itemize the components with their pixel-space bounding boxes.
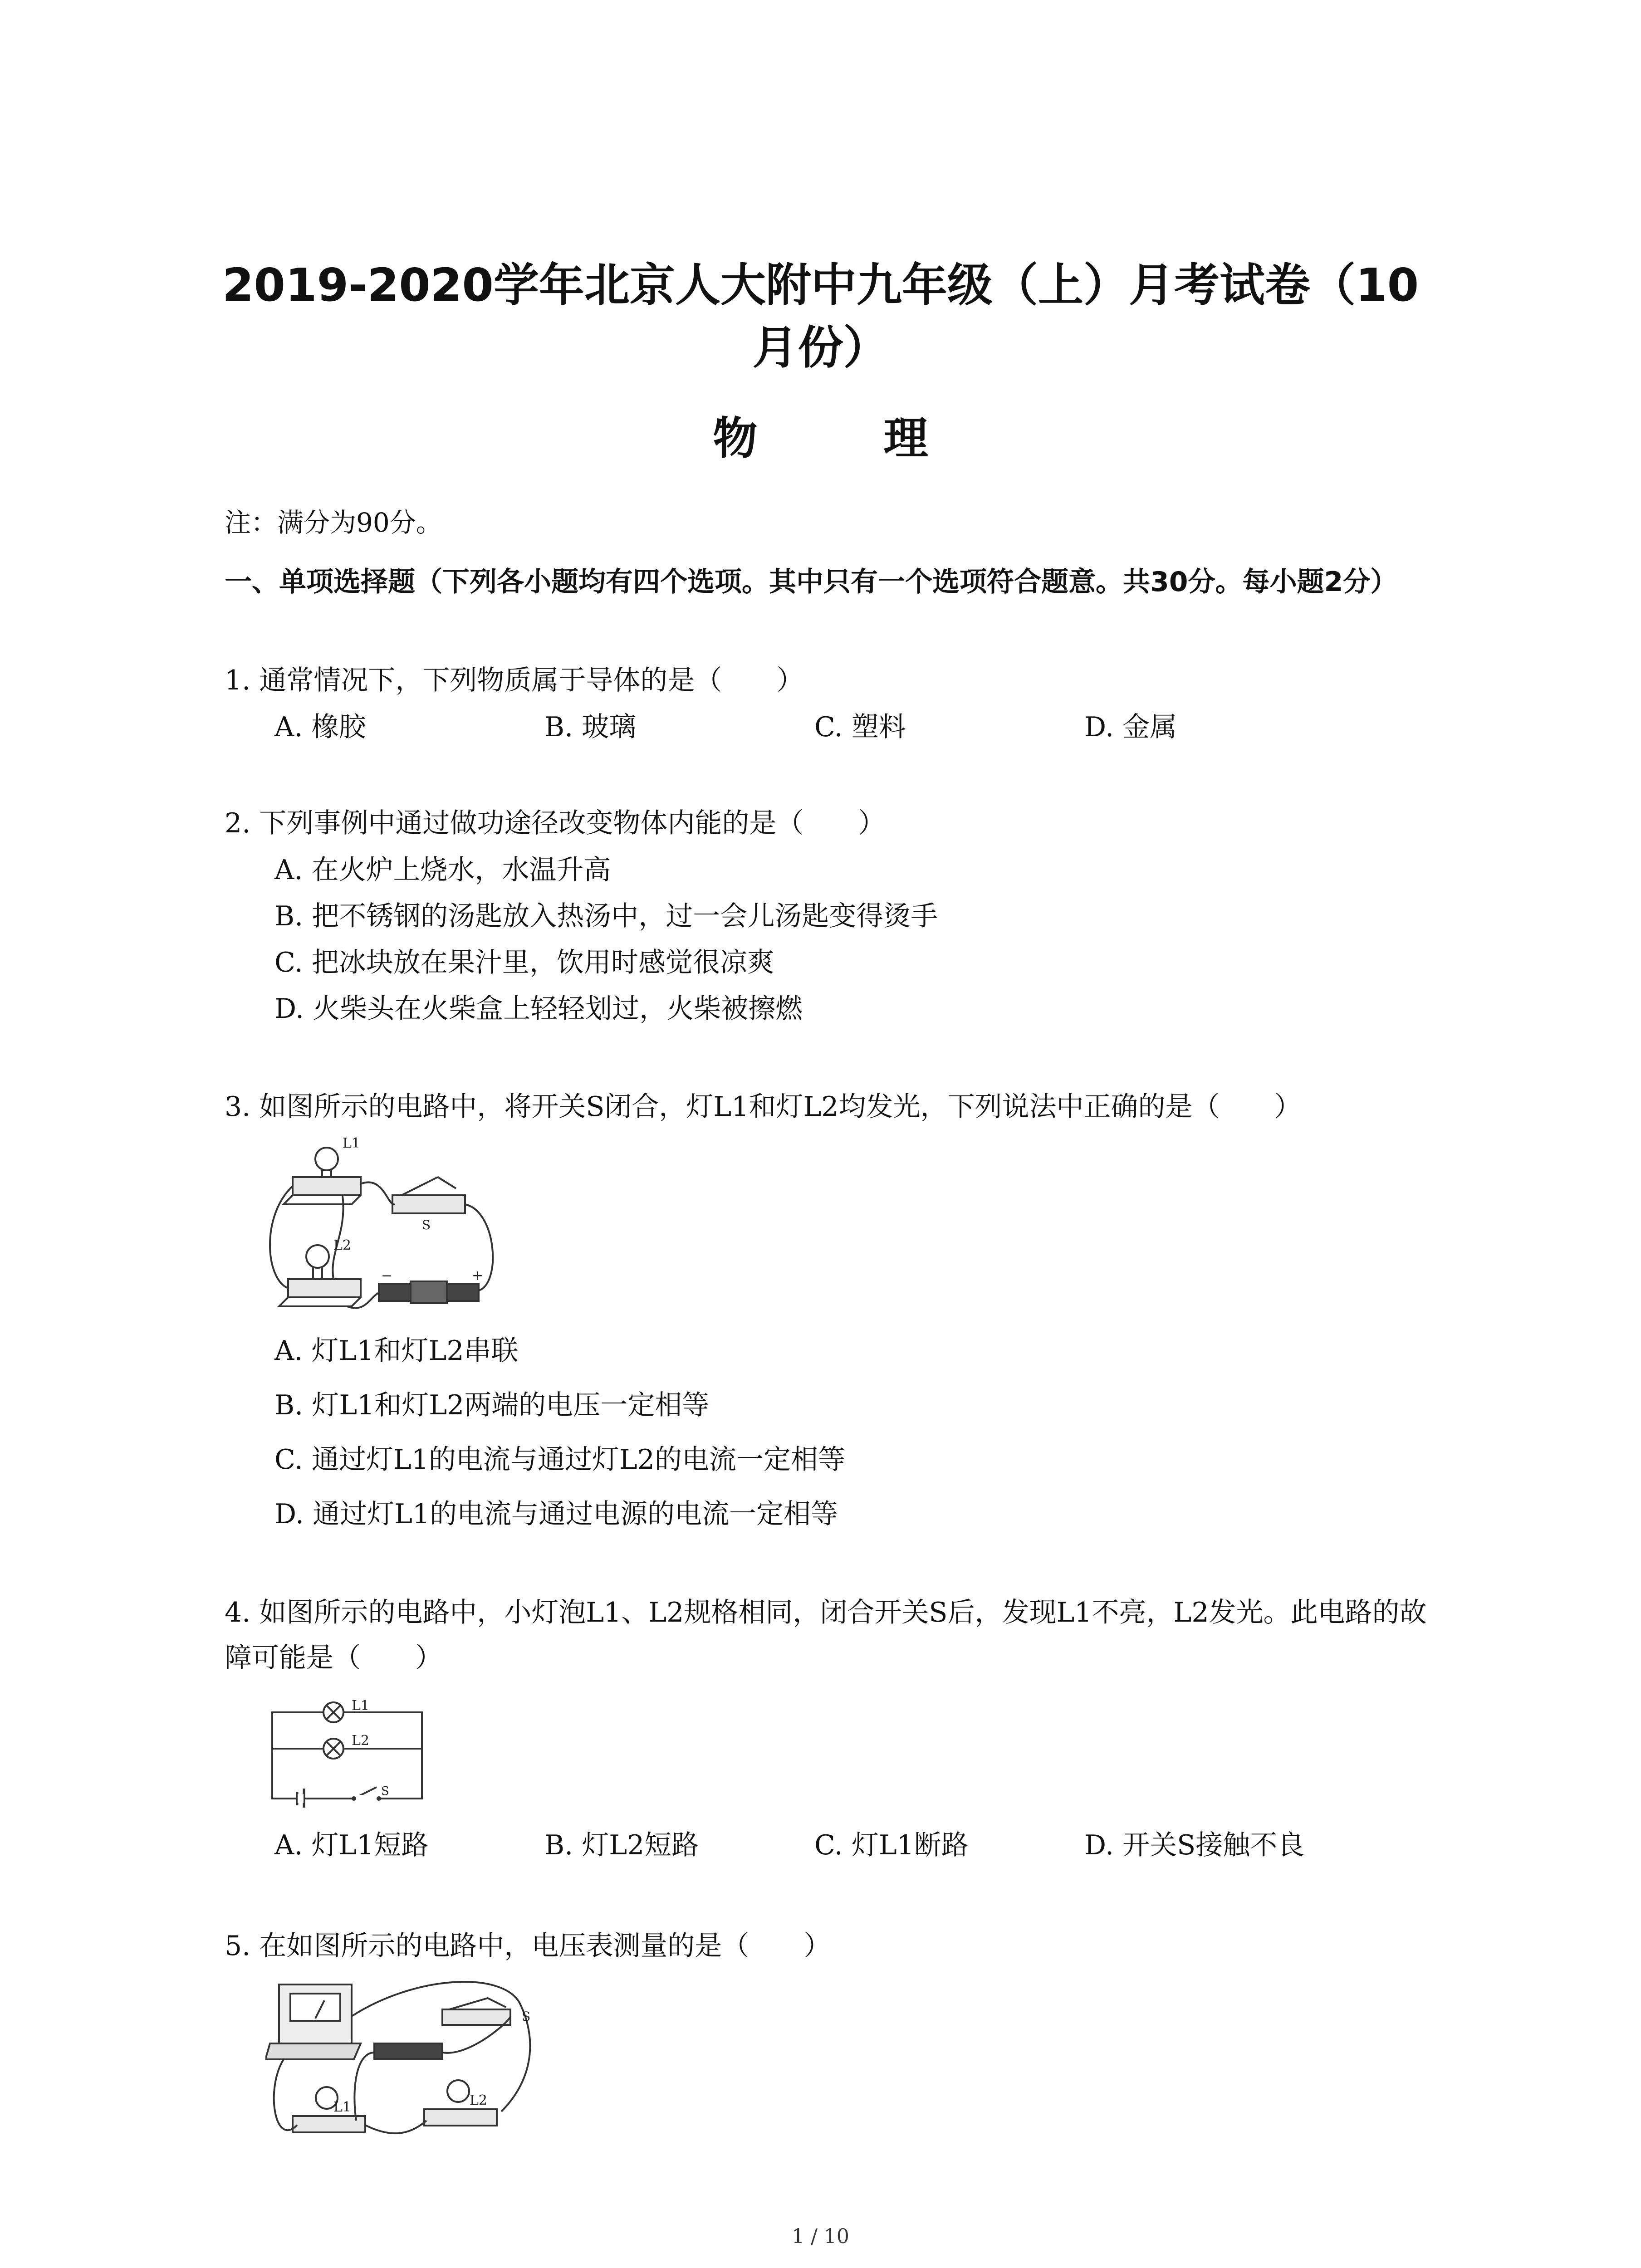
q3-option-d: D. 通过灯L1的电流与通过电源的电流一定相等: [274, 1498, 838, 1530]
subject-heading: 物 理: [713, 413, 969, 464]
q5-fig-label-s: S: [522, 2009, 531, 2024]
q2-option-b: B. 把不锈钢的汤匙放入热汤中，过一会儿汤匙变得烫手: [274, 900, 938, 932]
q3-fig-label-minus: −: [381, 1268, 393, 1284]
q3-fig-label-l2: L2: [333, 1237, 352, 1253]
page-number: 1 / 10: [792, 2225, 849, 2248]
q4-circuit-figure: [268, 1699, 431, 1808]
question-1-stem: 1. 通常情况下，下列物质属于导体的是（ ）: [225, 665, 804, 696]
q4-option-a: A. 灯L1短路: [274, 1829, 429, 1861]
question-3-stem: 3. 如图所示的电路中，将开关S闭合，灯L1和灯L2均发光，下列说法中正确的是（ ）: [225, 1091, 1302, 1123]
q1-option-a: A. 橡胶: [274, 711, 366, 743]
question-4-stem: 4. 如图所示的电路中，小灯泡L1、L2规格相同，闭合开关S后，发现L1不亮，L2发光。此电路的故障可能是（ ）: [225, 1597, 1427, 1674]
q5-fig-label-l1: L1: [333, 2099, 352, 2115]
q2-option-c: C. 把冰块放在果汁里，饮用时感觉很凉爽: [274, 947, 774, 978]
q2-option-d: D. 火柴头在火柴盒上轻轻划过，火柴被擦燃: [274, 993, 803, 1025]
q1-option-c: C. 塑料: [814, 711, 906, 743]
q1-option-d: D. 金属: [1084, 711, 1177, 743]
q5-fig-label-l2: L2: [470, 2092, 488, 2108]
question-5-stem: 5. 在如图所示的电路中，电压表测量的是（ ）: [225, 1930, 831, 1962]
q4-option-b: B. 灯L2短路: [544, 1829, 699, 1861]
q3-option-c: C. 通过灯L1的电流与通过灯L2的电流一定相等: [274, 1444, 845, 1476]
section-heading: 一、单项选择题（下列各小题均有四个选项。其中只有一个选项符合题意。共30分。每小题2分）: [225, 566, 1398, 598]
score-note: 注：满分为90分。: [225, 507, 442, 538]
q3-fig-label-s: S: [422, 1217, 431, 1232]
q3-circuit-figure: [265, 1134, 515, 1315]
q4-fig-label-l1: L1: [352, 1699, 370, 1714]
q3-fig-label-l1: L1: [343, 1135, 361, 1151]
page-title: 2019-2020学年北京人大附中九年级（上）月考试卷（10月份）: [222, 259, 1419, 374]
q1-option-b: B. 玻璃: [544, 711, 637, 743]
q4-fig-label-s: S: [381, 1784, 389, 1798]
q3-option-b: B. 灯L1和灯L2两端的电压一定相等: [274, 1389, 710, 1421]
q2-option-a: A. 在火炉上烧水，水温升高: [274, 854, 611, 886]
q4-option-d: D. 开关S接触不良: [1084, 1829, 1305, 1861]
question-2-stem: 2. 下列事例中通过做功途径改变物体内能的是（ ）: [225, 807, 886, 839]
q4-option-c: C. 灯L1断路: [814, 1829, 969, 1861]
q3-fig-label-plus: +: [472, 1268, 484, 1284]
q4-fig-label-l2: L2: [352, 1733, 370, 1749]
q5-circuit-figure: [265, 1975, 547, 2152]
q3-option-a: A. 灯L1和灯L2串联: [274, 1335, 519, 1367]
